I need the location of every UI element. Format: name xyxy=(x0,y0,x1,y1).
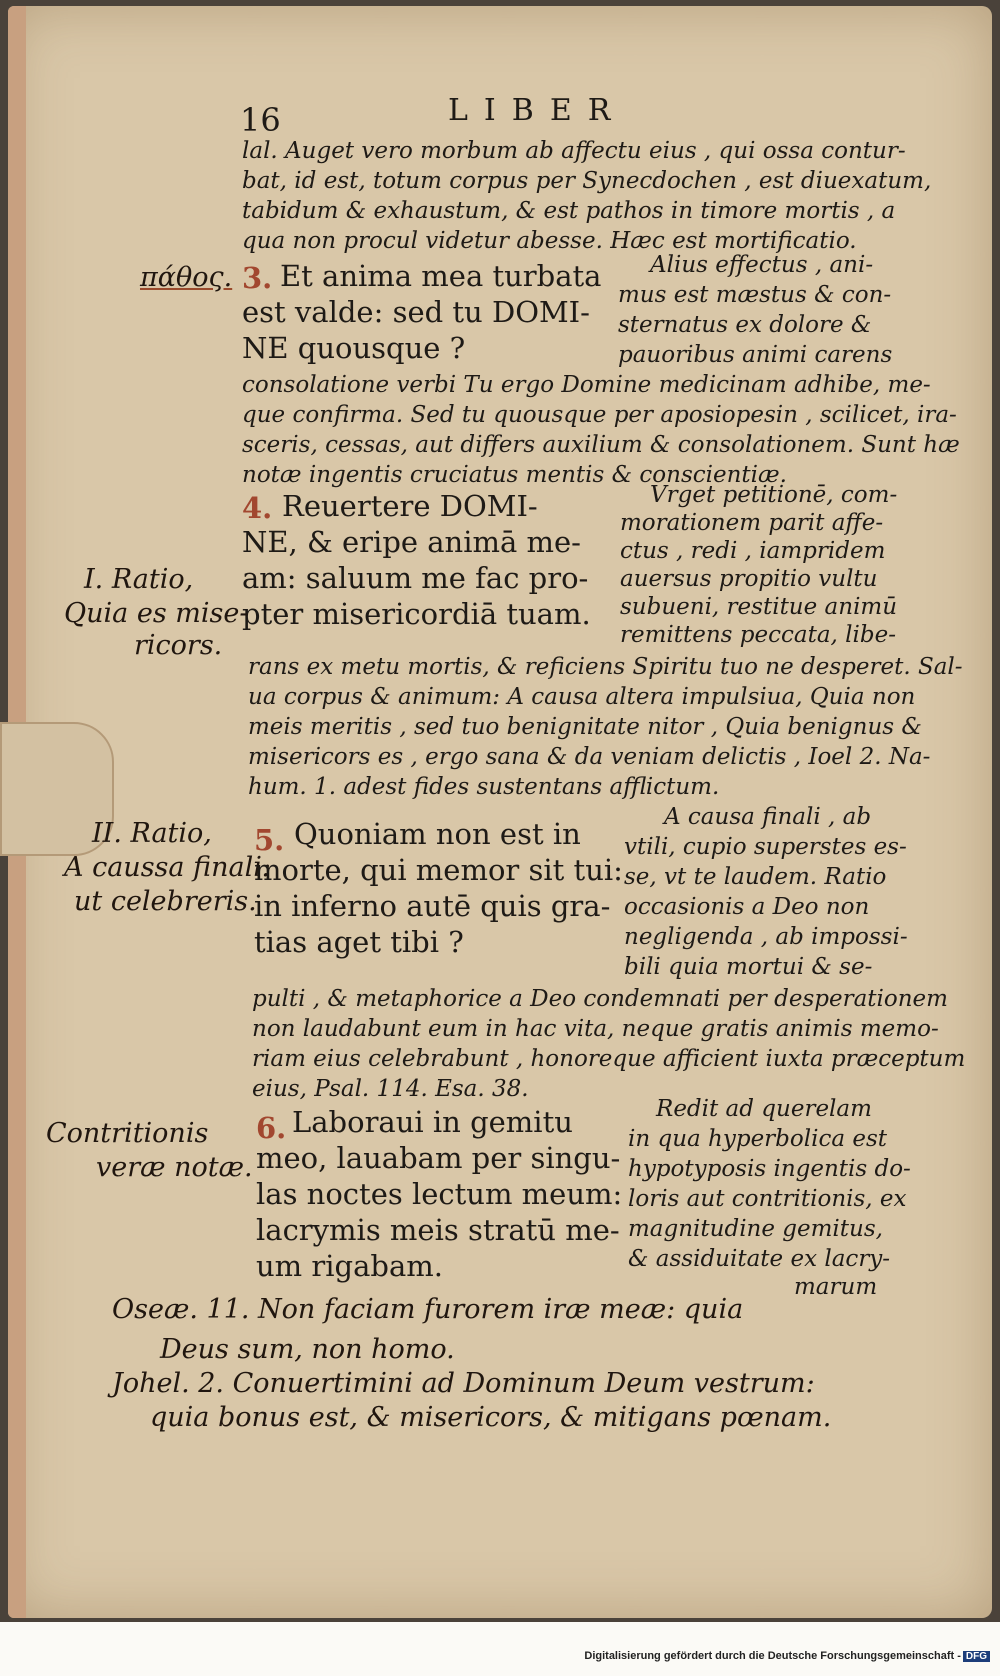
verse-line: am: saluum me fac pro- xyxy=(242,561,589,595)
continuation-line: rans ex metu mortis, & reficiens Spiritu tuo ne desperet. Sal- xyxy=(248,654,963,680)
commentary-line: magnitudine gemitus, xyxy=(628,1216,883,1242)
commentary-line: sternatus ex dolore & xyxy=(618,312,872,338)
margin-note-contritio: Contritionis xyxy=(46,1118,209,1149)
verse-line: NE, & eripe animā me- xyxy=(242,525,581,559)
verse-line: pter misericordiā tuam. xyxy=(242,597,591,631)
continuation-line: hum. 1. adest fides sustentans afflictum. xyxy=(248,774,720,800)
margin-note-ratio2: ut celebreris. xyxy=(74,886,257,917)
verse-line: NE quousque ? xyxy=(242,331,466,365)
commentary-line: remittens peccata, libe- xyxy=(620,622,896,648)
commentary-line: mus est mæstus & con- xyxy=(618,282,892,308)
commentary-line: ctus , redi , iampridem xyxy=(620,538,886,564)
commentary-line: in qua hyperbolica est xyxy=(628,1126,888,1152)
intro-line: bat, id est, totum corpus per Synecdochen , est diuexatum, xyxy=(242,168,932,194)
margin-note-contritio: veræ notæ. xyxy=(96,1152,253,1183)
verse-line: morte, qui memor sit tui: xyxy=(254,853,623,887)
commentary-line: auersus propitio vultu xyxy=(620,566,878,592)
commentary-line: Redit ad querelam xyxy=(656,1096,872,1122)
commentary-line: hypotyposis ingentis do- xyxy=(628,1156,911,1182)
commentary-line: morationem parit affe- xyxy=(620,510,884,536)
verse-line: Et anima mea turbata xyxy=(280,259,602,293)
intro-line: lal. Auget vero morbum ab affectu eius , qui ossa contur- xyxy=(242,138,906,164)
verse-line: Reuertere DOMI- xyxy=(282,489,538,523)
continuation-line: meis meritis , sed tuo benignitate nitor , Quia benignus & xyxy=(248,714,922,740)
commentary-line: bili quia mortui & se- xyxy=(624,954,873,980)
commentary-line: marum xyxy=(794,1274,878,1300)
margin-note-ratio1: ricors. xyxy=(134,630,223,661)
verse-line: est valde: sed tu DOMI- xyxy=(242,295,590,329)
credit-bar xyxy=(0,1622,1000,1676)
commentary-line: & assiduitate ex lacry- xyxy=(628,1246,891,1272)
verse-line: um rigabam. xyxy=(256,1249,443,1283)
commentary-line: negligenda , ab impossi- xyxy=(624,924,908,950)
page-number: 16 xyxy=(240,101,281,139)
handwritten-line: Deus sum, non homo. xyxy=(160,1334,455,1365)
verse-line: in inferno autē quis gra- xyxy=(254,889,611,923)
intro-line: tabidum & exhaustum, & est pathos in timore mortis , a xyxy=(242,198,896,224)
continuation-line: que confirma. Sed tu quousque per aposiopesin , scilicet, ira- xyxy=(242,402,957,428)
continuation-line: pulti , & metaphorice a Deo condemnati per desperationem xyxy=(252,986,948,1012)
verse-line: las noctes lectum meum: xyxy=(256,1177,623,1211)
verse-number: 5. xyxy=(254,823,285,857)
verse-line: Laboraui in gemitu xyxy=(292,1105,573,1139)
intro-line: qua non procul videtur abesse. Hæc est mortificatio. xyxy=(242,228,857,254)
dfg-logo: DFG xyxy=(963,1651,990,1662)
commentary-line: loris aut contritionis, ex xyxy=(628,1186,907,1212)
margin-note-ratio1: Quia es mise- xyxy=(64,598,249,629)
commentary-line: Alius effectus , ani- xyxy=(650,252,874,278)
credit-text xyxy=(584,1650,990,1662)
continuation-line: consolatione verbi Tu ergo Domine medicinam adhibe, me- xyxy=(242,372,931,398)
commentary-line: Vrget petitionē, com- xyxy=(650,482,898,508)
verse-number: 4. xyxy=(242,491,273,525)
margin-note-ratio2: A caussa finali: xyxy=(64,852,271,883)
continuation-line: ua corpus & animum: A causa altera impulsiua, Quia non xyxy=(248,684,916,710)
commentary-line: vtili, cupio superstes es- xyxy=(624,834,907,860)
verse-line: lacrymis meis stratū me- xyxy=(256,1213,620,1247)
handwritten-line: Johel. 2. Conuertimini ad Dominum Deum vestrum: xyxy=(112,1368,815,1399)
verse-line: tias aget tibi ? xyxy=(254,925,464,959)
commentary-line: pauoribus animi carens xyxy=(618,342,893,368)
continuation-line: riam eius celebrabunt , honoreque afficient iuxta præceptum xyxy=(252,1046,966,1072)
credit-label: Digitalisierung gefördert durch die Deutsche Forschungsgemeinschaft - xyxy=(584,1650,961,1662)
verse-number: 6. xyxy=(256,1111,287,1145)
handwritten-line: Oseæ. 11. Non faciam furorem iræ meæ: quia xyxy=(112,1294,744,1325)
verse-line: Quoniam non est in xyxy=(294,817,581,851)
continuation-line: non laudabunt eum in hac vita, neque gratis animis memo- xyxy=(252,1016,939,1042)
commentary-line: se, vt te laudem. Ratio xyxy=(624,864,887,890)
running-title: LIBER xyxy=(448,93,627,128)
margin-note-pathos: πάθος. xyxy=(140,262,233,293)
handwritten-line: quia bonus est, & misericors, & mitigans pœnam. xyxy=(150,1402,832,1433)
verse-line: meo, lauabam per singu- xyxy=(256,1141,621,1175)
verse-number: 3. xyxy=(242,261,273,295)
continuation-line: eius, Psal. 114. Esa. 38. xyxy=(252,1076,529,1102)
margin-note-ratio2: II. Ratio, xyxy=(92,818,212,849)
commentary-line: occasionis a Deo non xyxy=(624,894,870,920)
continuation-line: sceris, cessas, aut differs auxilium & consolationem. Sunt hæ xyxy=(242,432,960,458)
commentary-line: A causa finali , ab xyxy=(664,804,872,830)
continuation-line: notæ ingentis cruciatus mentis & conscientiæ. xyxy=(242,462,787,488)
margin-note-ratio1: I. Ratio, xyxy=(84,564,194,595)
commentary-line: subueni, restitue animū xyxy=(620,594,898,620)
continuation-line: misericors es , ergo sana & da veniam delictis , Ioel 2. Na- xyxy=(248,744,931,770)
